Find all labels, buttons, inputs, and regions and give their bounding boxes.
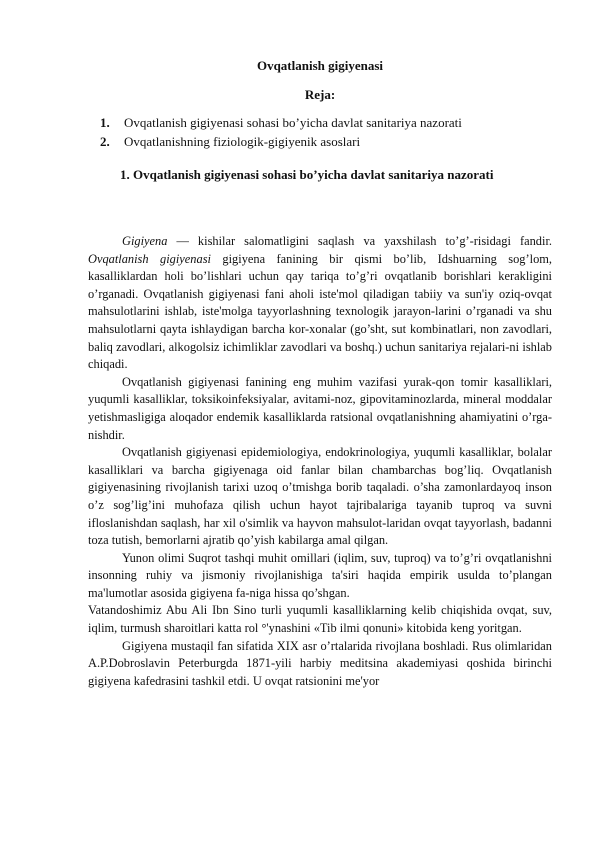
paragraph-text: — kishilar salomatligini saqlash va yaxshilash to’g’-risidagi fandir. — [167, 234, 552, 248]
plan-list — [88, 113, 552, 151]
paragraph-text: gigiyena fanining bir qismi bo’lib, Idshuarning sog’lom, kasalliklardan holi bo’lishlari uchun qay tariqa to’g’ri ovqatlanib borishlari kerakligini o’rganadi. Ovqatlanish gigiyenasi fani aholi iste'mol qiladigan tabiiy va sun'iy oziq-ovqat mahsulotlarini ishlab, iste'molga tayyorlashning texnologik jarayon-larini o’rganadi va shu mahsulotlarni qayta ishlaydigan barcha kor-xonalar (go’sht, sut kombinatlari, non zavodlari, baliq zavodlari, alkogolsiz ichimliklar zavodlari va boshq.) uchun sanitariya rejalari-ni ishlab chiqadi. — [88, 251, 552, 372]
paragraph — [88, 233, 552, 374]
plan-item-number: 2. — [100, 134, 110, 149]
plan-title: Reja: — [304, 87, 336, 102]
section-heading: 1. Ovqatlanish gigiyenasi sohasi bo’yicha davlat sanitariya nazorati — [120, 167, 494, 182]
paragraph: Yunon olimi Suqrot tashqi muhit omillari (iqlim, suv, tuproq) va to’g’ri ovqatlanishni insonning ruhiy va jismoniy rivojlanishiga ta'siri haqida empirik usulda to’plangan ma'lumotlar asosida gigiyena fa-niga hissa qo’shgan. — [88, 550, 552, 600]
term-gigiyena: Gigiyena — [122, 234, 168, 248]
plan-item-text: Ovqatlanish gigiyenasi sohasi bo’yicha davlat sanitariya nazorati — [124, 115, 462, 130]
plan-item — [100, 113, 552, 132]
document-title: Ovqatlanish gigiyenasi — [256, 58, 384, 73]
plan-item — [100, 132, 552, 151]
plan-item-number: 1. — [100, 115, 110, 130]
paragraph: Ovqatlanish gigiyenasi epidemiologiya, endokrinologiya, yuqumli kasalliklar, bolalar kasalliklari va barcha gigiyenaga oid fanlar bilan chambarchas bog’liq. Ovqatlanish gigiyenasining rivojlanish tarixi uzoq o’tmishga borib taqaladi. o’sha zamonlardayoq inson o’z sog’lig’ini muhofaza qilish uchun hayot tajribalariga tayanib tuproq va suvni ifloslanishdan saqlash, har xil o'simlik va hayvon mahsulot-laridan ovqat tayyorlash, badanni toza tutish, bemorlarni ajratib qo’yish kabilarga amal qilgan. — [88, 445, 552, 548]
body-text — [88, 233, 552, 690]
term-ovqatlanish-gigiyenasi: Ovqatlanish gigiyenasi — [88, 251, 211, 266]
paragraph: Ovqatlanish gigiyenasi fanining eng muhim vazifasi yurak-qon tomir kasalliklari, yuqumli kasalliklar, toksikoinfeksiyalar, avitami-noz, gipovitaminozlarda, mineral moddalar yetishmasligiga aloqador endemik kasalliklarda ratsional ovqatlanishning ahamiyatini o’rga-nishdir. — [88, 374, 552, 442]
plan-item-text: Ovqatlanishning fiziologik-gigiyenik asoslari — [124, 134, 361, 149]
paragraph: Vatandoshimiz Abu Ali Ibn Sino turli yuqumli kasalliklarning kelib chiqishida ovqat, suv, iqlim, turmush sharoitlari katta rol °'ynashini «Tib ilmi qonuni» kitobida keng yoritgan. — [88, 603, 552, 636]
paragraph: Gigiyena mustaqil fan sifatida XIX asr o’rtalarida rivojlana boshladi. Rus olimlaridan A.P.Dobroslavin Peterburgda 1871-yili harbiy meditsina akademiyasi qoshida birinchi gigiyena kafedrasini tashkil etdi. U ovqat ratsionini me'yor — [88, 638, 552, 688]
